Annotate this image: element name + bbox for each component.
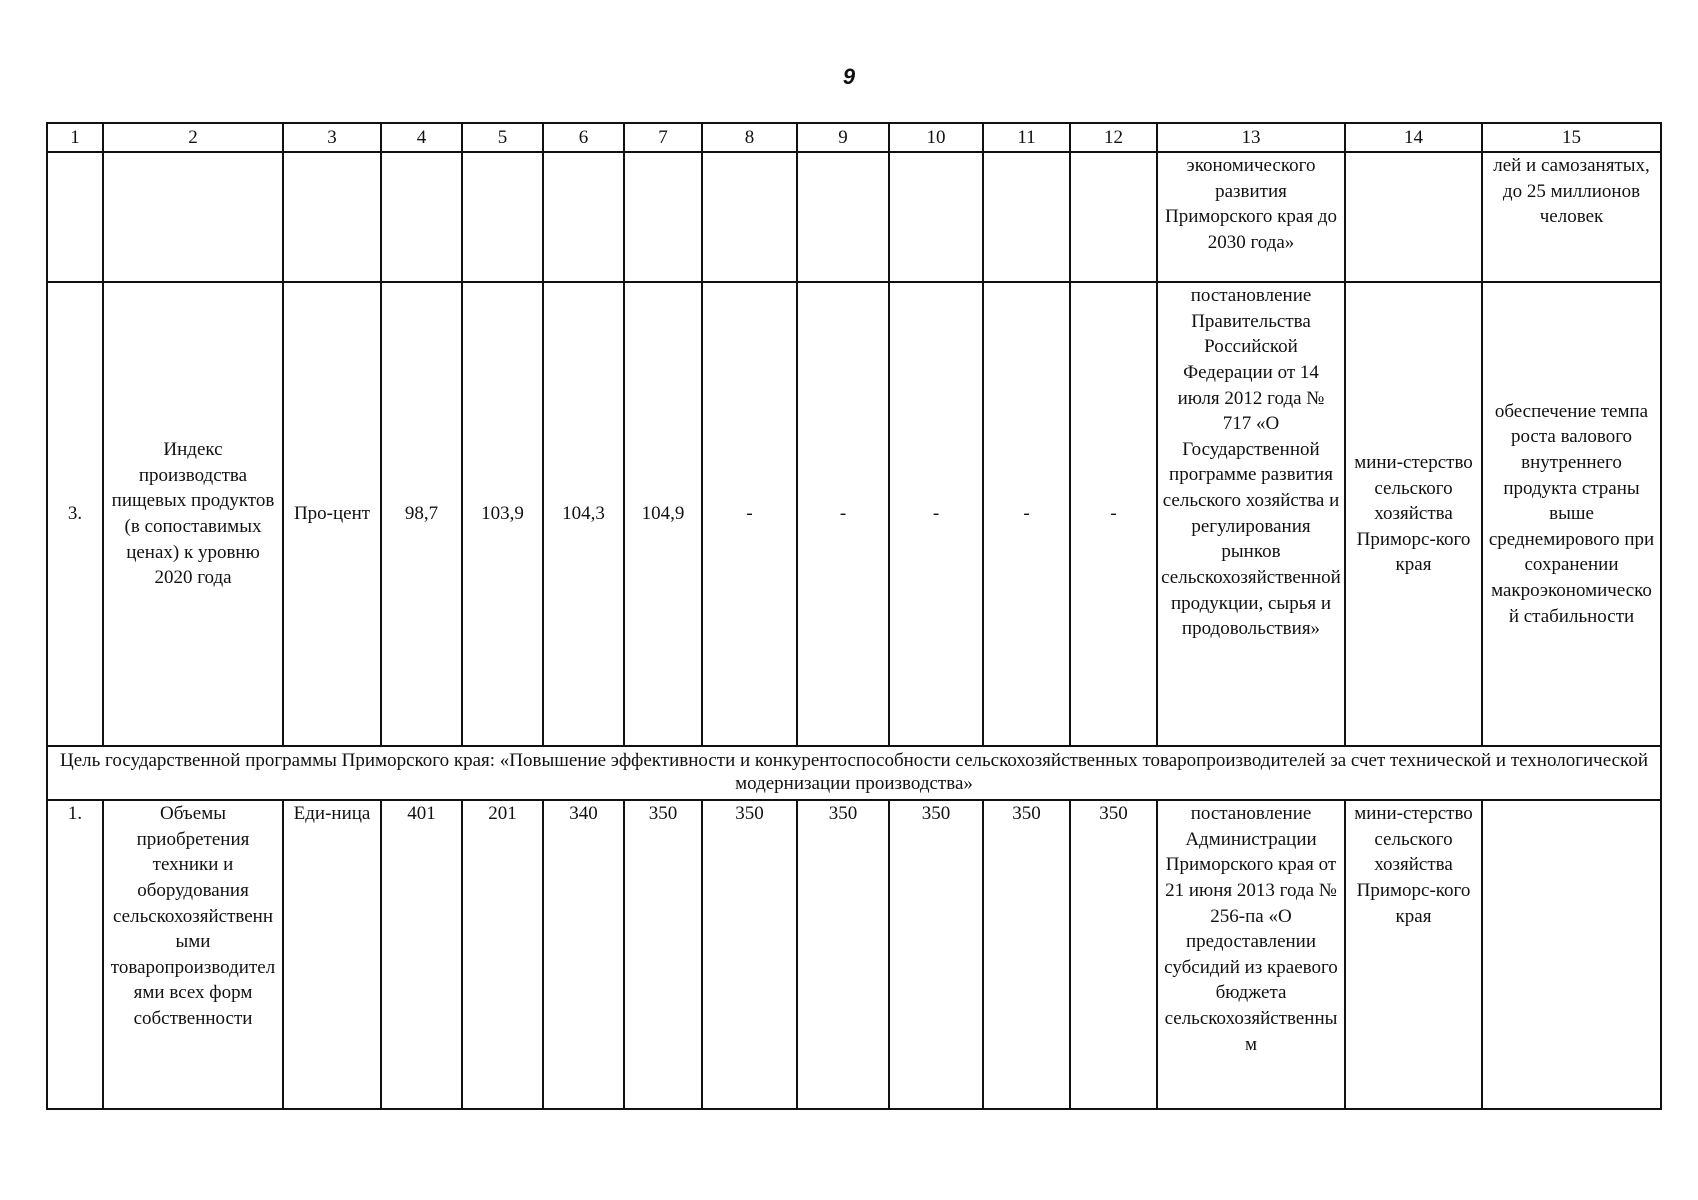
indicator-name: Объемы приобретения техники и оборудования сельскохозяйственными товаропроизводителями всех форм собственности bbox=[103, 800, 283, 1109]
goal-link-cell: обеспечение темпа роста валового внутреннего продукта страны выше среднемирового при сохранении макроэкономической стабильности bbox=[1482, 282, 1661, 746]
empty-cell bbox=[543, 152, 624, 282]
empty-cell bbox=[889, 152, 983, 282]
column-number: 3 bbox=[283, 123, 381, 152]
column-number: 13 bbox=[1157, 123, 1345, 152]
page-number: 9 bbox=[842, 64, 856, 89]
column-number: 7 bbox=[624, 123, 702, 152]
value-cell: - bbox=[1070, 282, 1157, 746]
column-number: 10 bbox=[889, 123, 983, 152]
goal-link-cell: лей и самозанятых, до 25 миллионов человек bbox=[1482, 152, 1661, 282]
empty-cell bbox=[1070, 152, 1157, 282]
empty-cell bbox=[983, 152, 1070, 282]
value-cell: - bbox=[797, 282, 889, 746]
empty-cell bbox=[797, 152, 889, 282]
program-goal: Цель государственной программы Приморского края: «Повышение эффективности и конкурентоспособности сельскохозяйственных товаропроизводителей за счет технической и технологической модернизации производства» bbox=[47, 746, 1661, 800]
value-cell: 98,7 bbox=[381, 282, 462, 746]
document-cell: экономического развития Приморского края до 2030 года» bbox=[1157, 152, 1345, 282]
table-row bbox=[47, 800, 1661, 1109]
row-number: 3. bbox=[47, 282, 103, 746]
empty-cell bbox=[624, 152, 702, 282]
value-cell: 104,9 bbox=[624, 282, 702, 746]
empty-cell bbox=[462, 152, 543, 282]
column-number: 14 bbox=[1345, 123, 1482, 152]
empty-cell bbox=[103, 152, 283, 282]
value-cell: 104,3 bbox=[543, 282, 624, 746]
indicator-name: Индекс производства пищевых продуктов (в сопоставимых ценах) к уровню 2020 года bbox=[103, 282, 283, 746]
empty-cell bbox=[47, 152, 103, 282]
table-row-continuation bbox=[47, 152, 1661, 282]
empty-cell bbox=[1345, 152, 1482, 282]
value-cell: 401 bbox=[381, 800, 462, 1109]
column-number: 6 bbox=[543, 123, 624, 152]
row-number: 1. bbox=[47, 800, 103, 1109]
column-number: 4 bbox=[381, 123, 462, 152]
column-number: 2 bbox=[103, 123, 283, 152]
document-cell: постановление Администрации Приморского края от 21 июня 2013 года № 256-па «О предоставлении субсидий из краевого бюджета сельскохозяйственным bbox=[1157, 800, 1345, 1109]
column-number: 9 bbox=[797, 123, 889, 152]
document-cell: постановление Правительства Российской Федерации от 14 июля 2012 года № 717 «О Государственной программе развития сельского хозяйства и регулирования рынков сельскохозяйственной продукции, сырья и продовольствия» bbox=[1157, 282, 1345, 746]
empty-cell bbox=[283, 152, 381, 282]
value-cell: 350 bbox=[983, 800, 1070, 1109]
value-cell: 350 bbox=[624, 800, 702, 1109]
value-cell: - bbox=[889, 282, 983, 746]
value-cell: 350 bbox=[797, 800, 889, 1109]
goal-link-cell bbox=[1482, 800, 1661, 1109]
value-cell: - bbox=[983, 282, 1070, 746]
column-number: 1 bbox=[47, 123, 103, 152]
indicators-table bbox=[46, 122, 1662, 1110]
unit-cell: Еди-ница bbox=[283, 800, 381, 1109]
column-number-row bbox=[47, 123, 1661, 152]
empty-cell bbox=[702, 152, 797, 282]
goal-row bbox=[47, 746, 1661, 800]
value-cell: 340 bbox=[543, 800, 624, 1109]
responsible-cell: мини-стерство сельского хозяйства Приморс-кого края bbox=[1345, 282, 1482, 746]
column-number: 12 bbox=[1070, 123, 1157, 152]
value-cell: 350 bbox=[1070, 800, 1157, 1109]
empty-cell bbox=[381, 152, 462, 282]
column-number: 5 bbox=[462, 123, 543, 152]
column-number: 15 bbox=[1482, 123, 1661, 152]
value-cell: - bbox=[702, 282, 797, 746]
unit-cell: Про-цент bbox=[283, 282, 381, 746]
column-number: 8 bbox=[702, 123, 797, 152]
responsible-cell: мини-стерство сельского хозяйства Приморс-кого края bbox=[1345, 800, 1482, 1109]
table-row bbox=[47, 282, 1661, 746]
value-cell: 350 bbox=[889, 800, 983, 1109]
value-cell: 350 bbox=[702, 800, 797, 1109]
value-cell: 103,9 bbox=[462, 282, 543, 746]
value-cell: 201 bbox=[462, 800, 543, 1109]
column-number: 11 bbox=[983, 123, 1070, 152]
